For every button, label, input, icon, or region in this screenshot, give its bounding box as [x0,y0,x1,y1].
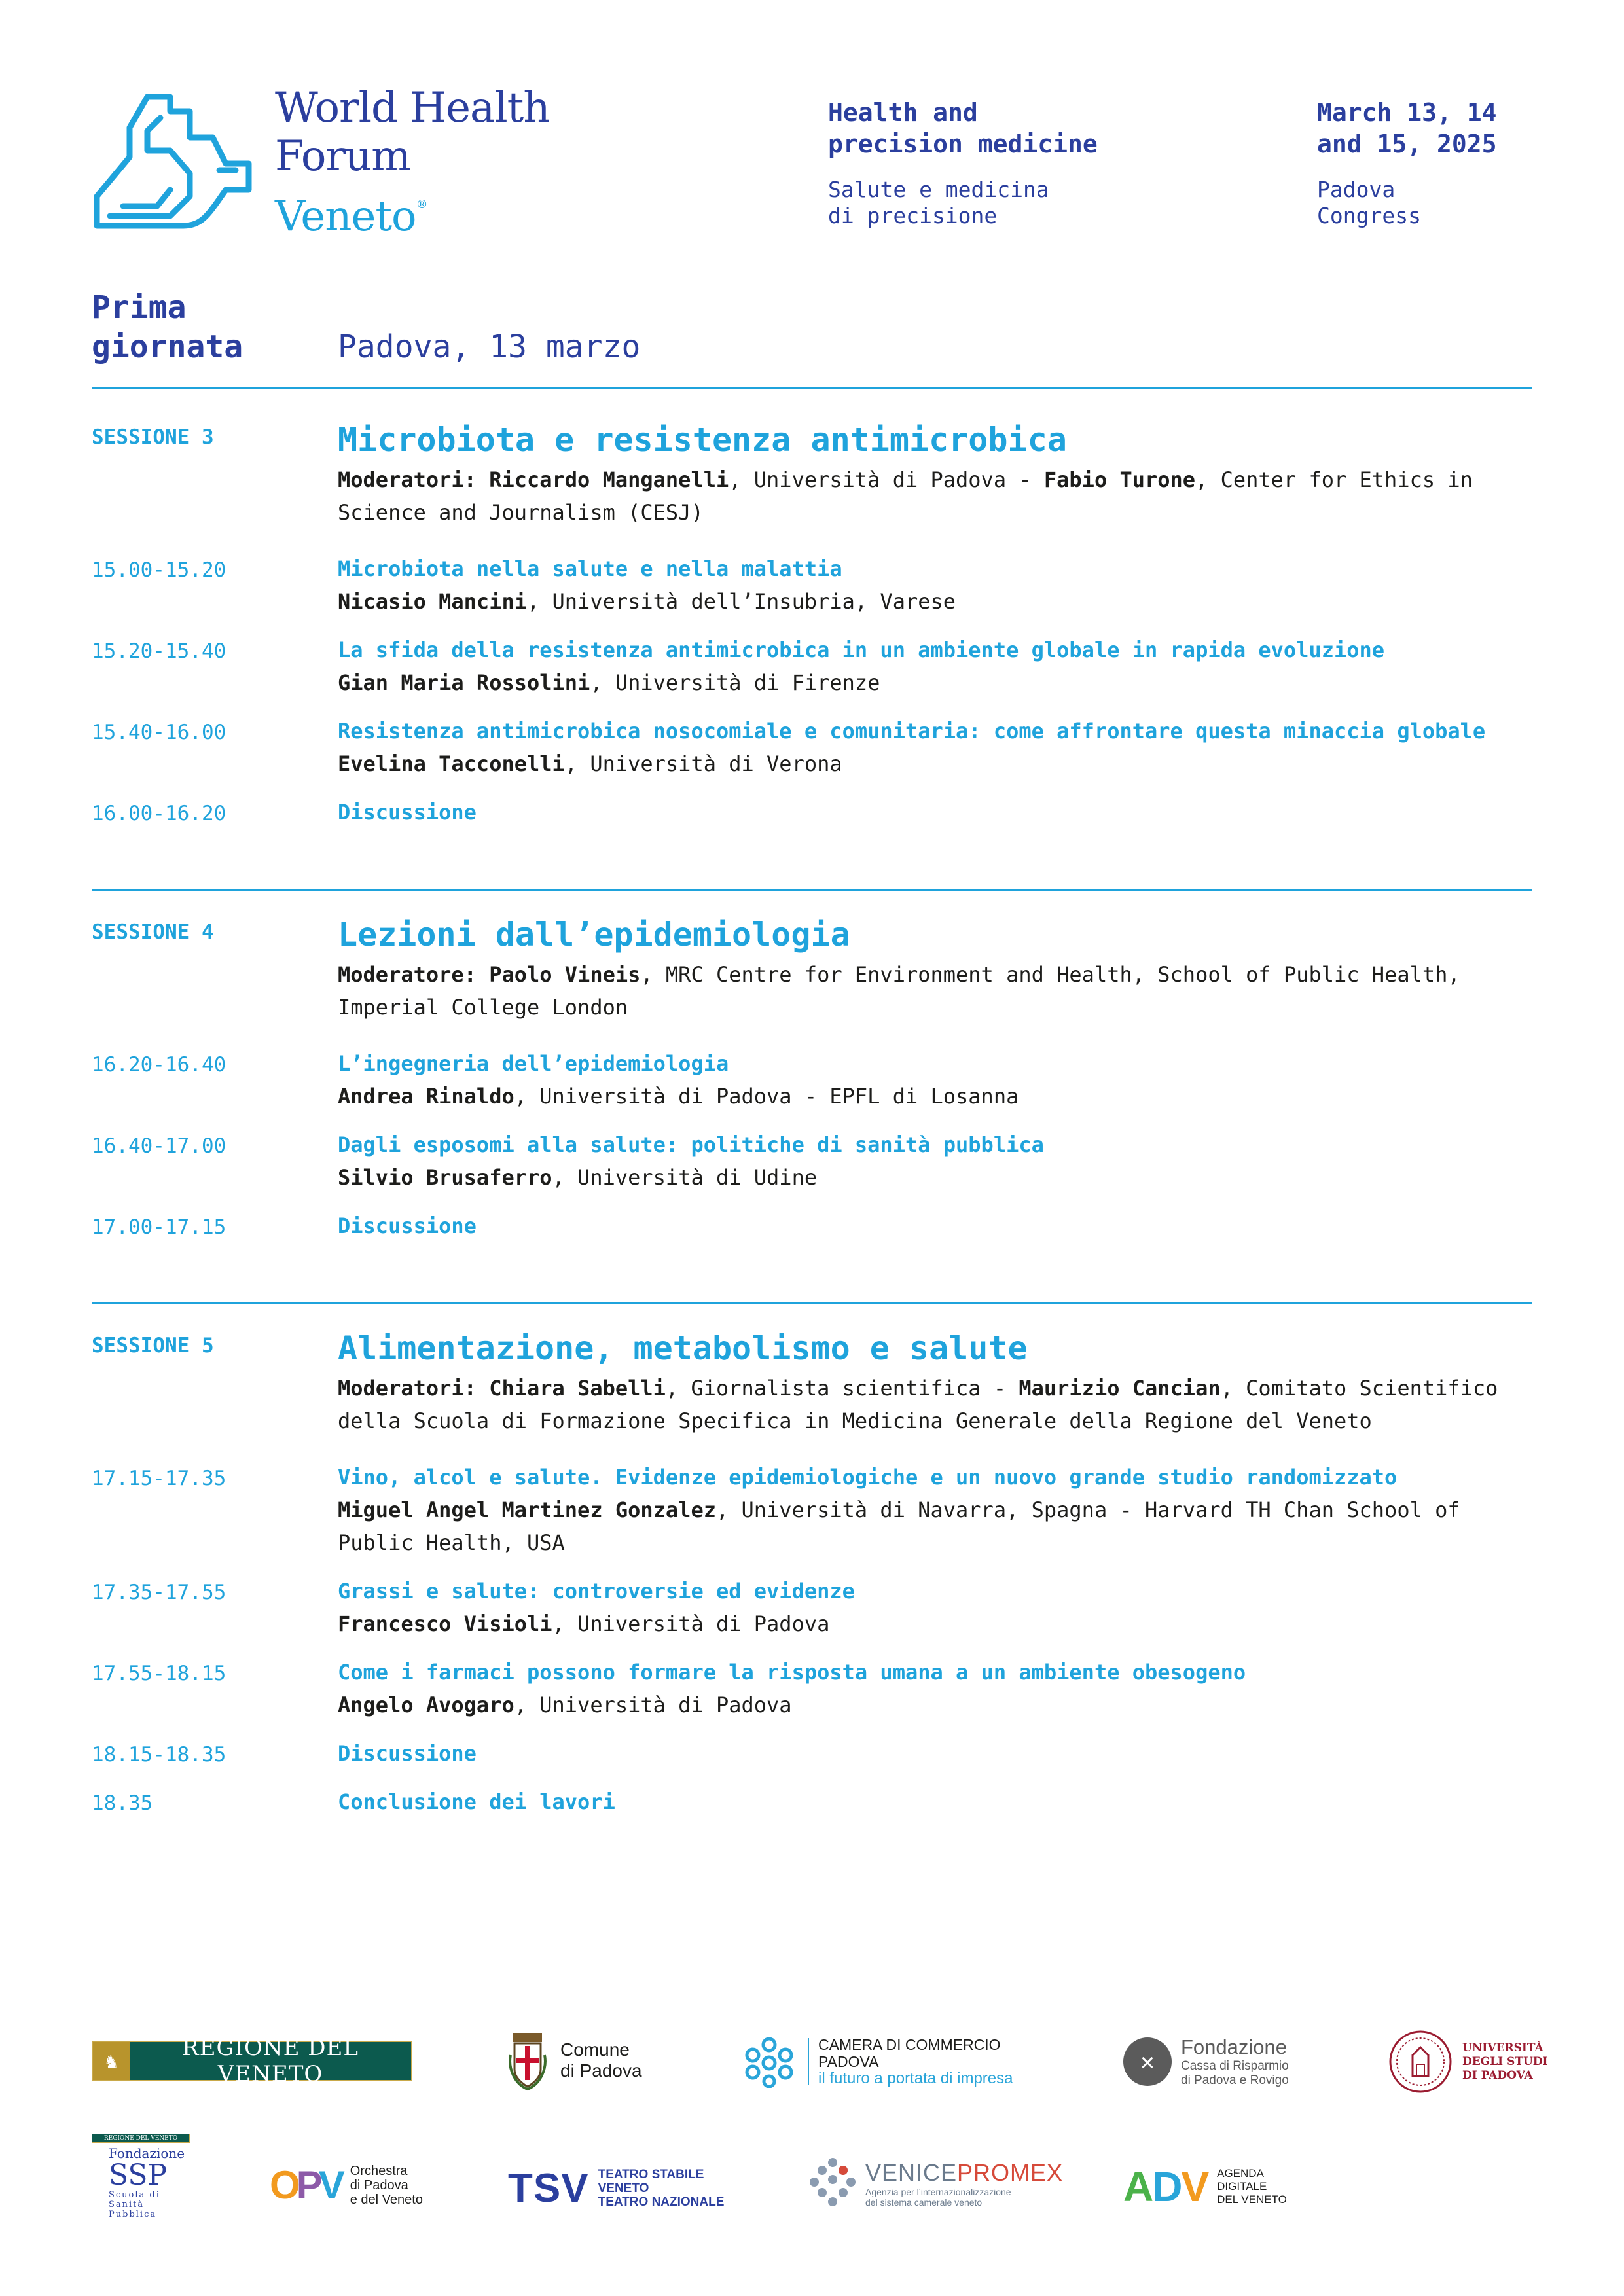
comune-padova-logo [508,2029,642,2092]
universita-padova-text: UNIVERSITÀ DEGLI STUDI DI PADOVA [1462,2041,1548,2082]
agenda-slot [92,1575,1532,1640]
logo-line-2: Forum [275,132,410,181]
slot-speaker: Miguel Angel Martinez Gonzalez, Università di Navarra, Spagna - Harvard TH Chan School of Public Health, USA [338,1498,1460,1555]
slot-time: 15.00-15.20 [92,558,226,582]
session-3 [92,419,1532,829]
orchestra-padova-logo [270,2162,423,2208]
agenda-slot [92,796,1532,829]
agenda-slot [92,1737,1532,1770]
slot-time: 17.00-17.15 [92,1215,226,1239]
slot-time: 18.35 [92,1791,153,1815]
ssp-mark: SSP [109,2159,168,2192]
slot-title: Dagli esposomi alla salute: politiche di sanità pubblica [338,1132,1044,1157]
slot-title: Grassi e salute: controversie ed evidenze [338,1579,855,1604]
slot-time: 15.20-15.40 [92,639,226,663]
divider [92,387,1532,389]
theme-italian: Salute e medicina di precisione [828,177,1049,228]
comune-padova-text: Comune di Padova [560,2039,642,2081]
ssp-regione-strip: REGIONE DEL VENETO [92,2134,190,2143]
slot-time: 15.40-16.00 [92,721,226,744]
session-label: SESSIONE 4 [92,920,214,944]
day-subtitle: Padova, 13 marzo [338,329,641,365]
logo-line-1: World Health [275,84,550,132]
city-crest-icon [508,2029,547,2092]
agenda-slot [92,1128,1532,1194]
session-moderators: Moderatori: Chiara Sabelli, Giornalista scientifica - Maurizio Cancian, Comitato Scientifico della Scuola di Formazione Specifica in Medicina Generale della Regione del Veneto [338,1376,1498,1433]
event-venue: Padova Congress [1317,177,1421,228]
agenda-slot [92,1656,1532,1721]
fondazione-text: Fondazione Cassa di Risparmio di Padova e Rovigo [1181,2036,1289,2087]
slot-time: 16.00-16.20 [92,802,226,825]
universita-padova-logo [1388,2029,1548,2094]
day-title: Prima giornata [92,289,244,365]
slot-title: L’ingegneria dell’epidemiologia [338,1051,729,1076]
session-4 [92,914,1532,1242]
forum-logotype [275,84,550,241]
logo-line-3: Veneto® [275,192,427,241]
session-moderators: Moderatore: Paolo Vineis, MRC Centre for Environment and Health, School of Public Health, Imperial College London [338,962,1460,1020]
registered-mark: ® [416,198,427,211]
slot-title: Come i farmaci possono formare la risposta umana a un ambiente obesogeno [338,1660,1246,1685]
venicepromex-text: VENICEPROMEX Agenzia per l’internazionalizzazione del sistema camerale veneto [865,2159,1064,2208]
camera-commercio-text: CAMERA DI COMMERCIO PADOVA il futuro a portata di impresa [818,2036,1013,2087]
slot-title: Microbiota nella salute e nella malattia [338,556,842,581]
fondazione-ssp-logo [92,2134,190,2219]
agenda-slot [92,1461,1532,1559]
orchestra-text: Orchestra di Padova e del Veneto [350,2163,423,2207]
agenda-slot [92,1047,1532,1113]
session-label: SESSIONE 5 [92,1334,214,1357]
slot-title: Discussione [338,1741,477,1766]
slot-title: Discussione [338,800,477,825]
venicepromex-dots-icon [805,2156,860,2211]
fondazione-icon: ✕ [1123,2037,1172,2086]
slot-time: 17.15-17.35 [92,1467,226,1490]
venicepromex-logo [805,2156,1063,2211]
session-title: Alimentazione, metabolismo e salute [338,1329,1028,1367]
ssp-subtitle: Scuola di Sanità Pubblica [109,2190,160,2219]
slot-speaker: Gian Maria Rossolini, Università di Firenze [338,670,880,695]
slot-time: 17.35-17.55 [92,1581,226,1604]
slot-speaker: Andrea Rinaldo, Università di Padova - EPFL di Losanna [338,1084,1019,1109]
slot-time: 16.20-16.40 [92,1053,226,1077]
slot-time: 17.55-18.15 [92,1662,226,1685]
session-5 [92,1327,1532,1818]
theme-block [828,97,1098,229]
slot-title: Vino, alcol e salute. Evidenze epidemiologiche e un nuovo grande studio randomizzato [338,1465,1398,1490]
date-venue-block [1317,97,1497,229]
fondazione-cariparo-logo [1123,2036,1289,2088]
divider [92,889,1532,891]
session-title: Lezioni dall’epidemiologia [338,916,850,954]
agenda-slot [92,1785,1532,1818]
lion-icon: ♞ [93,2042,130,2080]
slot-title: Conclusione dei lavori [338,1789,615,1814]
agenda-slot [92,715,1532,780]
slot-speaker: Angelo Avogaro, Università di Padova [338,1693,792,1717]
regione-veneto-logo [92,2035,412,2087]
slot-speaker: Evelina Tacconelli, Università di Verona [338,751,842,776]
world-health-forum-logo-icon [92,92,288,242]
divider [92,1302,1532,1304]
university-seal-icon [1388,2029,1453,2094]
separator [808,2038,809,2085]
session-title: Microbiota e resistenza antimicrobica [338,421,1067,459]
regione-veneto-text: REGIONE DEL VENETO [182,2035,359,2087]
session-moderators: Moderatori: Riccardo Manganelli, Università di Padova - Fabio Turone, Center for Ethics in Science and Journalism (CESJ) [338,467,1473,525]
ssp-fondazione: Fondazione [109,2145,185,2161]
agenda-slot [92,1210,1532,1242]
agenda-digitale-text: AGENDA DIGITALE DEL VENETO [1217,2167,1287,2206]
agenda-slot [92,552,1532,618]
tsv-mark: TSV [508,2166,589,2211]
slot-time: 16.40-17.00 [92,1134,226,1158]
slot-title: Discussione [338,1213,477,1238]
chamber-of-commerce-icon [740,2036,799,2088]
slot-speaker: Francesco Visioli, Università di Padova [338,1611,830,1636]
adv-mark: ADV [1123,2163,1208,2210]
teatro-stabile-logo [508,2165,724,2212]
slot-speaker: Silvio Brusaferro, Università di Udine [338,1165,818,1190]
theme-english: Health and precision medicine [828,98,1098,158]
agenda-digitale-logo [1123,2162,1287,2211]
teatro-text: TEATRO STABILE VENETO TEATRO NAZIONALE [598,2168,725,2209]
slot-title: Resistenza antimicrobica nosocomiale e comunitaria: come affrontare questa minaccia globale [338,719,1486,744]
opv-mark: OPV [270,2163,341,2207]
session-label: SESSIONE 3 [92,425,214,449]
event-dates: March 13, 14 and 15, 2025 [1317,98,1497,158]
agenda-slot [92,634,1532,699]
slot-speaker: Nicasio Mancini, Università dell’Insubria, Varese [338,589,956,614]
camera-commercio-logo [740,2036,1013,2088]
slot-time: 18.15-18.35 [92,1743,226,1767]
slot-title: La sfida della resistenza antimicrobica in un ambiente globale in rapida evoluzione [338,637,1385,662]
